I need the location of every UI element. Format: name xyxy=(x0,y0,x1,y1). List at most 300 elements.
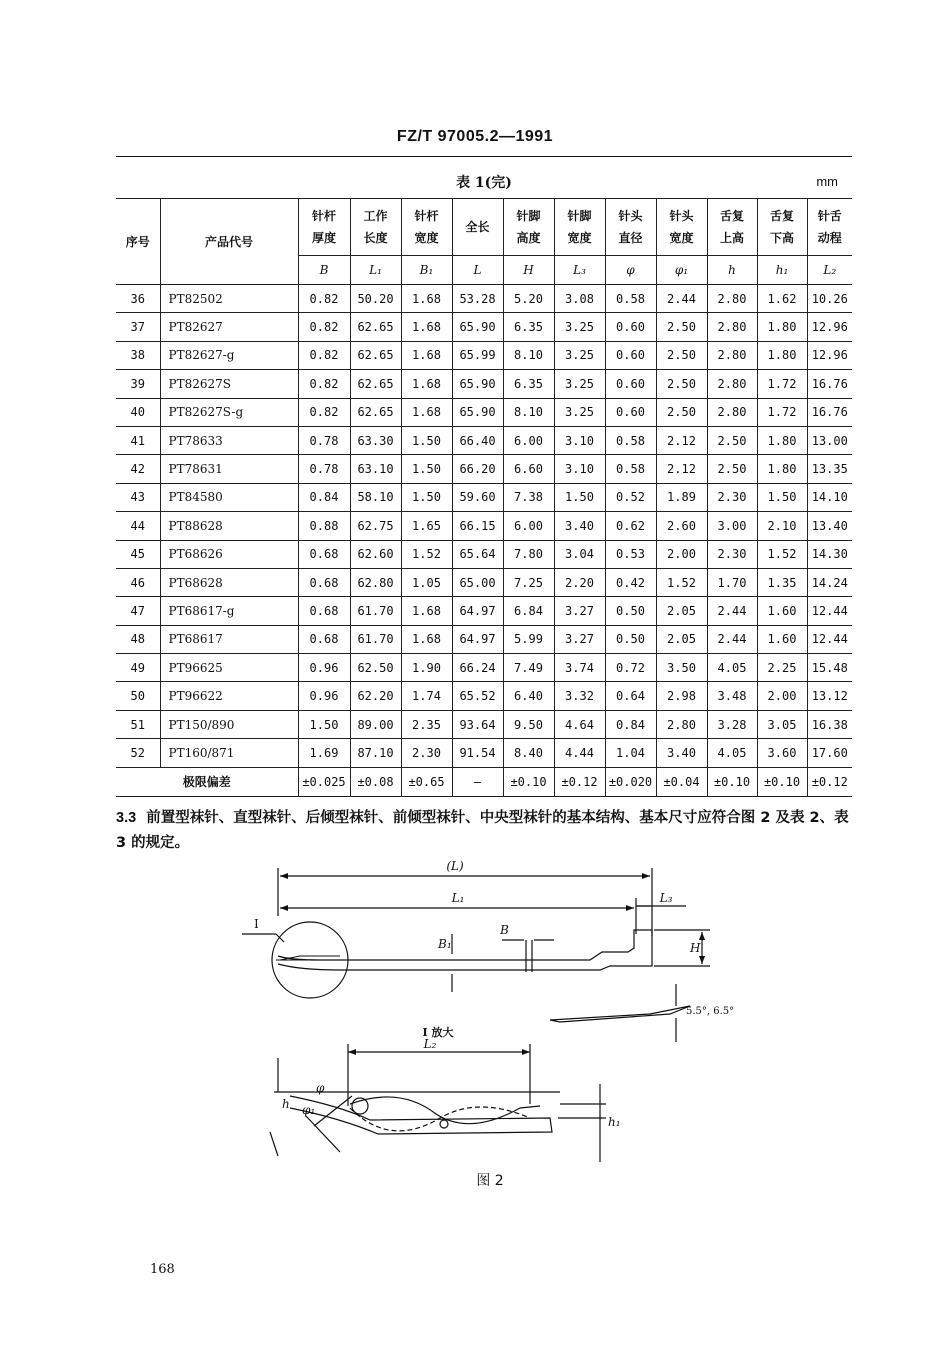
column-header-latch-lower: 舌复 下高 xyxy=(757,199,807,256)
row-index-cell: 40 xyxy=(116,398,160,426)
tolerance-row xyxy=(116,767,852,796)
value-cell: 2.44 xyxy=(656,285,707,313)
label-butt-width: L₃ xyxy=(659,891,673,905)
value-cell: 65.00 xyxy=(452,568,503,596)
value-cell: 2.35 xyxy=(401,710,452,738)
value-cell: 3.32 xyxy=(554,682,605,710)
value-cell: 1.50 xyxy=(401,483,452,511)
row-index-cell: 49 xyxy=(116,654,160,682)
value-cell: 2.30 xyxy=(707,483,757,511)
figure-caption: 图 2 xyxy=(476,1173,504,1189)
symbol-cell: L₃ xyxy=(554,256,605,285)
product-code-cell: PT150/890 xyxy=(160,710,298,738)
value-cell: 3.27 xyxy=(554,597,605,625)
value-cell: 2.98 xyxy=(656,682,707,710)
column-header-shank-width: 针杆 宽度 xyxy=(401,199,452,256)
row-index-cell: 43 xyxy=(116,483,160,511)
tolerance-cell: ±0.04 xyxy=(656,767,707,796)
value-cell: 1.80 xyxy=(757,426,807,454)
product-code-cell: PT68628 xyxy=(160,568,298,596)
value-cell: 0.82 xyxy=(298,285,350,313)
value-cell: 1.50 xyxy=(554,483,605,511)
value-cell: 0.60 xyxy=(605,398,656,426)
value-cell: 0.58 xyxy=(605,426,656,454)
value-cell: 0.62 xyxy=(605,512,656,540)
column-header-head-width: 针头 宽度 xyxy=(656,199,707,256)
value-cell: 2.50 xyxy=(656,313,707,341)
value-cell: 0.53 xyxy=(605,540,656,568)
value-cell: 0.82 xyxy=(298,313,350,341)
value-cell: 6.00 xyxy=(503,512,554,540)
value-cell: 1.04 xyxy=(605,739,656,767)
value-cell: 61.70 xyxy=(350,625,401,653)
value-cell: 15.48 xyxy=(807,654,852,682)
value-cell: 2.80 xyxy=(656,710,707,738)
value-cell: 1.50 xyxy=(401,426,452,454)
row-index-cell: 46 xyxy=(116,568,160,596)
tolerance-cell: — xyxy=(452,767,503,796)
value-cell: 2.05 xyxy=(656,597,707,625)
value-cell: 1.50 xyxy=(401,455,452,483)
value-cell: 0.82 xyxy=(298,370,350,398)
value-cell: 5.99 xyxy=(503,625,554,653)
value-cell: 5.20 xyxy=(503,285,554,313)
value-cell: 7.25 xyxy=(503,568,554,596)
tolerance-cell: ±0.12 xyxy=(807,767,852,796)
value-cell: 0.68 xyxy=(298,625,350,653)
value-cell: 2.20 xyxy=(554,568,605,596)
symbol-cell: h₁ xyxy=(757,256,807,285)
symbol-cell: B xyxy=(298,256,350,285)
value-cell: 1.72 xyxy=(757,370,807,398)
value-cell: 2.30 xyxy=(707,540,757,568)
value-cell: 0.64 xyxy=(605,682,656,710)
value-cell: 65.90 xyxy=(452,370,503,398)
column-header-head-diameter: 针头 直径 xyxy=(605,199,656,256)
value-cell: 1.89 xyxy=(656,483,707,511)
tolerance-cell: ±0.08 xyxy=(350,767,401,796)
value-cell: 1.68 xyxy=(401,313,452,341)
value-cell: 4.05 xyxy=(707,654,757,682)
value-cell: 0.84 xyxy=(298,483,350,511)
value-cell: 62.60 xyxy=(350,540,401,568)
value-cell: 65.90 xyxy=(452,313,503,341)
value-cell: 65.90 xyxy=(452,398,503,426)
value-cell: 1.60 xyxy=(757,597,807,625)
value-cell: 65.52 xyxy=(452,682,503,710)
table-row xyxy=(116,398,852,426)
value-cell: 4.44 xyxy=(554,739,605,767)
table-row xyxy=(116,341,852,369)
value-cell: 12.96 xyxy=(807,313,852,341)
value-cell: 1.72 xyxy=(757,398,807,426)
table-head xyxy=(116,199,852,285)
value-cell: 1.70 xyxy=(707,568,757,596)
value-cell: 2.60 xyxy=(656,512,707,540)
row-index-cell: 47 xyxy=(116,597,160,625)
value-cell: 12.44 xyxy=(807,597,852,625)
row-index-cell: 37 xyxy=(116,313,160,341)
value-cell: 2.30 xyxy=(401,739,452,767)
value-cell: 16.76 xyxy=(807,398,852,426)
value-cell: 0.96 xyxy=(298,654,350,682)
value-cell: 0.84 xyxy=(605,710,656,738)
value-cell: 2.80 xyxy=(707,341,757,369)
section-number: 3.3 xyxy=(116,810,137,826)
value-cell: 58.10 xyxy=(350,483,401,511)
value-cell: 3.25 xyxy=(554,370,605,398)
table-row xyxy=(116,568,852,596)
value-cell: 1.74 xyxy=(401,682,452,710)
tolerance-cell: ±0.020 xyxy=(605,767,656,796)
value-cell: 3.08 xyxy=(554,285,605,313)
value-cell: 1.90 xyxy=(401,654,452,682)
value-cell: 3.10 xyxy=(554,426,605,454)
value-cell: 0.78 xyxy=(298,455,350,483)
value-cell: 3.05 xyxy=(757,710,807,738)
value-cell: 7.49 xyxy=(503,654,554,682)
product-code-cell: PT82627-g xyxy=(160,341,298,369)
value-cell: 64.97 xyxy=(452,625,503,653)
value-cell: 62.80 xyxy=(350,568,401,596)
value-cell: 3.27 xyxy=(554,625,605,653)
product-code-cell: PT82627 xyxy=(160,313,298,341)
value-cell: 10.26 xyxy=(807,285,852,313)
value-cell: 3.28 xyxy=(707,710,757,738)
value-cell: 65.64 xyxy=(452,540,503,568)
label-shank-width: B₁ xyxy=(438,937,452,951)
value-cell: 14.30 xyxy=(807,540,852,568)
value-cell: 2.00 xyxy=(656,540,707,568)
value-cell: 0.72 xyxy=(605,654,656,682)
value-cell: 6.35 xyxy=(503,313,554,341)
value-cell: 2.44 xyxy=(707,625,757,653)
value-cell: 0.82 xyxy=(298,398,350,426)
table-row xyxy=(116,540,852,568)
value-cell: 1.68 xyxy=(401,398,452,426)
row-index-cell: 45 xyxy=(116,540,160,568)
value-cell: 0.58 xyxy=(605,455,656,483)
value-cell: 3.00 xyxy=(707,512,757,540)
symbol-cell: B₁ xyxy=(401,256,452,285)
table-row xyxy=(116,370,852,398)
value-cell: 14.24 xyxy=(807,568,852,596)
value-cell: 3.60 xyxy=(757,739,807,767)
table-row xyxy=(116,739,852,767)
value-cell: 2.80 xyxy=(707,398,757,426)
column-header-latch-stroke: 针舌 动程 xyxy=(807,199,852,256)
table-unit: mm xyxy=(816,174,838,189)
value-cell: 2.12 xyxy=(656,455,707,483)
value-cell: 3.50 xyxy=(656,654,707,682)
label-overall-length: (L) xyxy=(446,859,464,873)
row-index-cell: 51 xyxy=(116,710,160,738)
value-cell: 2.50 xyxy=(707,426,757,454)
column-header-butt-width: 针脚 宽度 xyxy=(554,199,605,256)
value-cell: 0.52 xyxy=(605,483,656,511)
value-cell: 2.25 xyxy=(757,654,807,682)
value-cell: 2.44 xyxy=(707,597,757,625)
value-cell: 66.40 xyxy=(452,426,503,454)
label-butt-height: H xyxy=(690,941,701,955)
value-cell: 4.05 xyxy=(707,739,757,767)
value-cell: 2.10 xyxy=(757,512,807,540)
label-shank-thickness: B xyxy=(500,923,509,937)
value-cell: 13.40 xyxy=(807,512,852,540)
value-cell: 3.25 xyxy=(554,313,605,341)
table-foot xyxy=(116,767,852,796)
value-cell: 89.00 xyxy=(350,710,401,738)
section-paragraph xyxy=(116,806,856,856)
table-row xyxy=(116,512,852,540)
column-header-overall-length: 全长 xyxy=(452,199,503,256)
value-cell: 8.10 xyxy=(503,341,554,369)
column-header-working-length: 工作 长度 xyxy=(350,199,401,256)
value-cell: 64.97 xyxy=(452,597,503,625)
label-latch-lower: h₁ xyxy=(608,1115,621,1129)
value-cell: 0.68 xyxy=(298,540,350,568)
value-cell: 62.20 xyxy=(350,682,401,710)
value-cell: 13.12 xyxy=(807,682,852,710)
row-index-cell: 41 xyxy=(116,426,160,454)
header-row xyxy=(116,199,852,256)
value-cell: 0.50 xyxy=(605,597,656,625)
tolerance-cell: ±0.025 xyxy=(298,767,350,796)
value-cell: 13.35 xyxy=(807,455,852,483)
table-row xyxy=(116,455,852,483)
value-cell: 1.50 xyxy=(757,483,807,511)
label-detail-marker: I xyxy=(254,917,259,931)
table-row xyxy=(116,483,852,511)
value-cell: 16.76 xyxy=(807,370,852,398)
header-rule xyxy=(116,156,852,157)
value-cell: 63.30 xyxy=(350,426,401,454)
value-cell: 0.68 xyxy=(298,597,350,625)
value-cell: 2.80 xyxy=(707,313,757,341)
row-index-cell: 48 xyxy=(116,625,160,653)
table-row xyxy=(116,654,852,682)
value-cell: 0.88 xyxy=(298,512,350,540)
value-cell: 6.35 xyxy=(503,370,554,398)
standard-code-header: FZ/T 97005.2—1991 xyxy=(396,128,554,145)
value-cell: 8.40 xyxy=(503,739,554,767)
product-code-cell: PT82627S xyxy=(160,370,298,398)
value-cell: 65.99 xyxy=(452,341,503,369)
value-cell: 1.60 xyxy=(757,625,807,653)
value-cell: 61.70 xyxy=(350,597,401,625)
value-cell: 8.10 xyxy=(503,398,554,426)
value-cell: 0.50 xyxy=(605,625,656,653)
table-row xyxy=(116,285,852,313)
value-cell: 3.25 xyxy=(554,341,605,369)
table-caption: 表 1(完) xyxy=(456,175,512,191)
table-row xyxy=(116,710,852,738)
column-header-index: 序号 xyxy=(116,199,160,285)
value-cell: 9.50 xyxy=(503,710,554,738)
value-cell: 3.48 xyxy=(707,682,757,710)
value-cell: 6.84 xyxy=(503,597,554,625)
value-cell: 66.20 xyxy=(452,455,503,483)
value-cell: 62.50 xyxy=(350,654,401,682)
column-header-butt-height: 针脚 高度 xyxy=(503,199,554,256)
symbol-cell: L₂ xyxy=(807,256,852,285)
row-index-cell: 42 xyxy=(116,455,160,483)
product-code-cell: PT96625 xyxy=(160,654,298,682)
value-cell: 2.12 xyxy=(656,426,707,454)
value-cell: 12.44 xyxy=(807,625,852,653)
table-row xyxy=(116,313,852,341)
label-head-diameter: φ xyxy=(316,1081,325,1095)
product-code-cell: PT84580 xyxy=(160,483,298,511)
page-number: 168 xyxy=(150,1262,175,1277)
value-cell: 2.00 xyxy=(757,682,807,710)
column-header-shank-thickness: 针杆 厚度 xyxy=(298,199,350,256)
row-index-cell: 38 xyxy=(116,341,160,369)
symbol-cell: L₁ xyxy=(350,256,401,285)
value-cell: 1.35 xyxy=(757,568,807,596)
value-cell: 0.60 xyxy=(605,370,656,398)
value-cell: 2.50 xyxy=(656,370,707,398)
product-code-cell: PT68626 xyxy=(160,540,298,568)
row-index-cell: 44 xyxy=(116,512,160,540)
value-cell: 0.68 xyxy=(298,568,350,596)
tolerance-cell: ±0.10 xyxy=(503,767,554,796)
value-cell: 2.80 xyxy=(707,370,757,398)
value-cell: 3.10 xyxy=(554,455,605,483)
product-code-cell: PT82502 xyxy=(160,285,298,313)
value-cell: 12.96 xyxy=(807,341,852,369)
value-cell: 1.52 xyxy=(401,540,452,568)
value-cell: 62.65 xyxy=(350,370,401,398)
table-body xyxy=(116,285,852,768)
value-cell: 0.78 xyxy=(298,426,350,454)
label-working-length: L₁ xyxy=(451,891,465,905)
label-angles: 5.5°, 6.5° xyxy=(686,1006,735,1017)
product-code-cell: PT82627S-g xyxy=(160,398,298,426)
value-cell: 3.74 xyxy=(554,654,605,682)
label-detail-title: I 放大 xyxy=(422,1026,454,1039)
label-head-width: φ₁ xyxy=(302,1103,316,1117)
row-index-cell: 39 xyxy=(116,370,160,398)
label-latch-stroke: L₂ xyxy=(423,1037,437,1051)
value-cell: 66.15 xyxy=(452,512,503,540)
product-code-cell: PT96622 xyxy=(160,682,298,710)
label-latch-upper: h xyxy=(282,1097,290,1111)
value-cell: 62.75 xyxy=(350,512,401,540)
row-index-cell: 52 xyxy=(116,739,160,767)
value-cell: 1.80 xyxy=(757,341,807,369)
value-cell: 2.80 xyxy=(707,285,757,313)
product-code-cell: PT68617 xyxy=(160,625,298,653)
value-cell: 6.40 xyxy=(503,682,554,710)
value-cell: 1.68 xyxy=(401,625,452,653)
value-cell: 1.62 xyxy=(757,285,807,313)
value-cell: 1.05 xyxy=(401,568,452,596)
tolerance-cell: ±0.10 xyxy=(707,767,757,796)
value-cell: 0.60 xyxy=(605,341,656,369)
tolerance-cell: ±0.12 xyxy=(554,767,605,796)
value-cell: 59.60 xyxy=(452,483,503,511)
row-index-cell: 50 xyxy=(116,682,160,710)
symbol-cell: φ xyxy=(605,256,656,285)
value-cell: 53.28 xyxy=(452,285,503,313)
tolerance-cell: ±0.65 xyxy=(401,767,452,796)
spec-table xyxy=(116,198,852,797)
value-cell: 1.68 xyxy=(401,370,452,398)
value-cell: 62.65 xyxy=(350,341,401,369)
symbol-cell: L xyxy=(452,256,503,285)
value-cell: 2.05 xyxy=(656,625,707,653)
value-cell: 7.80 xyxy=(503,540,554,568)
value-cell: 62.65 xyxy=(350,398,401,426)
table-row xyxy=(116,426,852,454)
symbol-cell: H xyxy=(503,256,554,285)
product-code-cell: PT160/871 xyxy=(160,739,298,767)
value-cell: 6.60 xyxy=(503,455,554,483)
value-cell: 3.40 xyxy=(656,739,707,767)
table-row xyxy=(116,597,852,625)
value-cell: 1.68 xyxy=(401,597,452,625)
value-cell: 17.60 xyxy=(807,739,852,767)
value-cell: 63.10 xyxy=(350,455,401,483)
value-cell: 2.50 xyxy=(707,455,757,483)
needle-figure xyxy=(230,856,770,1166)
value-cell: 7.38 xyxy=(503,483,554,511)
value-cell: 1.50 xyxy=(298,710,350,738)
row-index-cell: 36 xyxy=(116,285,160,313)
value-cell: 0.58 xyxy=(605,285,656,313)
value-cell: 3.40 xyxy=(554,512,605,540)
symbol-cell: φ₁ xyxy=(656,256,707,285)
value-cell: 3.25 xyxy=(554,398,605,426)
table-row xyxy=(116,682,852,710)
column-header-latch-upper: 舌复 上高 xyxy=(707,199,757,256)
value-cell: 14.10 xyxy=(807,483,852,511)
tolerance-cell: ±0.10 xyxy=(757,767,807,796)
product-code-cell: PT88628 xyxy=(160,512,298,540)
value-cell: 93.64 xyxy=(452,710,503,738)
column-header-product-code: 产品代号 xyxy=(160,199,298,285)
value-cell: 1.65 xyxy=(401,512,452,540)
value-cell: 0.42 xyxy=(605,568,656,596)
value-cell: 16.38 xyxy=(807,710,852,738)
value-cell: 0.96 xyxy=(298,682,350,710)
value-cell: 1.52 xyxy=(757,540,807,568)
value-cell: 0.82 xyxy=(298,341,350,369)
value-cell: 2.50 xyxy=(656,341,707,369)
product-code-cell: PT78631 xyxy=(160,455,298,483)
value-cell: 1.68 xyxy=(401,341,452,369)
table-row xyxy=(116,625,852,653)
value-cell: 1.80 xyxy=(757,313,807,341)
value-cell: 3.04 xyxy=(554,540,605,568)
product-code-cell: PT68617-g xyxy=(160,597,298,625)
value-cell: 91.54 xyxy=(452,739,503,767)
symbol-cell: h xyxy=(707,256,757,285)
product-code-cell: PT78633 xyxy=(160,426,298,454)
value-cell: 4.64 xyxy=(554,710,605,738)
section-text: 前置型袜针、直型袜针、后倾型袜针、前倾型袜针、中央型袜针的基本结构、基本尺寸应符合图 2 及表 2、表 3 的规定。 xyxy=(116,810,849,851)
value-cell: 1.68 xyxy=(401,285,452,313)
value-cell: 1.69 xyxy=(298,739,350,767)
value-cell: 13.00 xyxy=(807,426,852,454)
value-cell: 6.00 xyxy=(503,426,554,454)
value-cell: 87.10 xyxy=(350,739,401,767)
value-cell: 1.52 xyxy=(656,568,707,596)
value-cell: 2.50 xyxy=(656,398,707,426)
value-cell: 66.24 xyxy=(452,654,503,682)
value-cell: 50.20 xyxy=(350,285,401,313)
